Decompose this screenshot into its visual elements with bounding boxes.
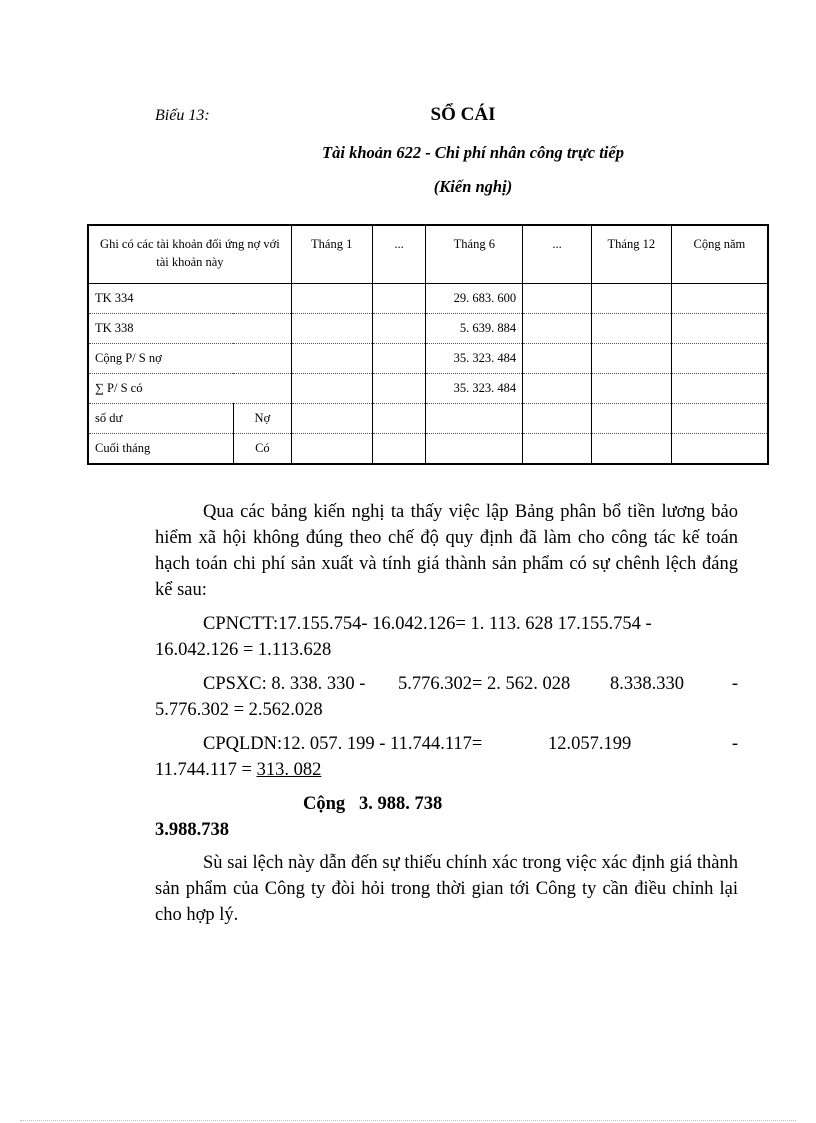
header-month-1: Tháng 1 [291, 225, 372, 284]
cpsxc-line-2: 5.776.302 = 2.562.028 [155, 700, 323, 720]
cpqldn-result: 313. 082 [256, 760, 322, 780]
page-title: SỔ CÁI [430, 104, 496, 125]
cpnctt-line-2: 16.042.126 = 1.113.628 [155, 640, 332, 660]
table-row [88, 344, 768, 374]
cpnctt-line-1: CPNCTT:17.155.754- 16.042.126= 1. 113. 628 17.155.754 - [203, 614, 652, 634]
row-label: TK 334 [88, 284, 291, 314]
header-month-6: Tháng 6 [426, 225, 523, 284]
row-label: ∑ P/ S có [88, 374, 291, 404]
ledger-table [87, 224, 769, 465]
paragraph-intro: Qua các bảng kiến nghị ta thấy việc lập Bảng phân bổ tiền lương bảo hiểm xã hội không đúng theo chế độ quy định đã làm cho công tác kế toán hạch toán chi phí sản xuất và tính giá thành sản phẩm có sự chênh lệch đáng kể sau: [155, 502, 738, 600]
header-month-12: Tháng 12 [591, 225, 671, 284]
balance-side-debit: Nợ [233, 404, 291, 434]
paragraph-conclusion: Sù sai lệch này dẫn đến sự thiếu chính xác trong việc xác định giá thành sản phẩm của Công ty đòi hỏi trong thời gian tới Công ty cần điều chỉnh lại cho hợp lý. [155, 853, 738, 925]
balance-side-credit: Có [233, 434, 291, 465]
total-line: Cộng 3. 988. 738 [303, 794, 443, 814]
balance-label: số dư [88, 404, 233, 434]
figure-label: Biểu 13: [155, 107, 210, 124]
table-row [88, 434, 768, 465]
row-value-thang6: 35. 323. 484 [426, 344, 523, 374]
table-row [88, 374, 768, 404]
total-line-2: 3.988.738 [155, 820, 229, 840]
table-row [88, 284, 768, 314]
row-label: TK 338 [88, 314, 291, 344]
page-subtitle: Tài khoản 622 - Chi phí nhân công trực tiếp [322, 143, 624, 162]
row-label: Cộng P/ S nợ [88, 344, 291, 374]
cpqldn-line-2: 11.744.117 = 313. 082 [155, 760, 322, 780]
header-ellipsis-2: ... [523, 225, 592, 284]
header-account-col: Ghi có các tài khoản đối ứng nợ với tài khoản này [88, 225, 291, 284]
page-bottom-rule [20, 1120, 796, 1121]
table-header-row [88, 225, 768, 284]
row-value-thang6: 5. 639. 884 [426, 314, 523, 344]
page-subtitle-note: (Kiến nghị) [433, 177, 513, 196]
row-value-thang6: 35. 323. 484 [426, 374, 523, 404]
header-ellipsis-1: ... [372, 225, 426, 284]
table-row [88, 404, 768, 434]
table-row [88, 314, 768, 344]
header-year-total: Cộng năm [671, 225, 768, 284]
balance-label: Cuối tháng [88, 434, 233, 465]
row-value-thang6: 29. 683. 600 [426, 284, 523, 314]
